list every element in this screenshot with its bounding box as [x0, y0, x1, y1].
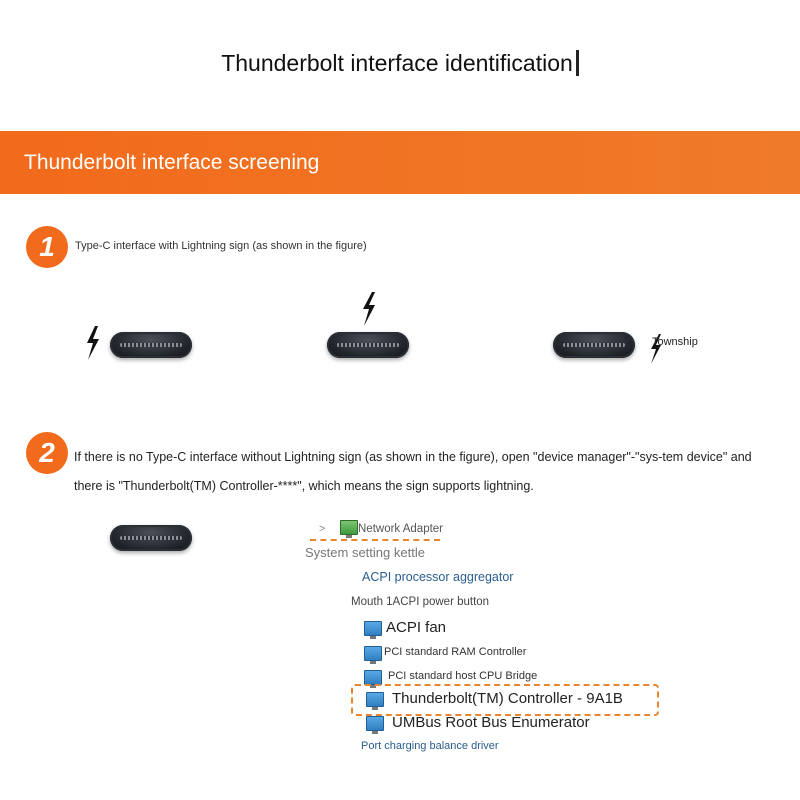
step-2-text: If there is no Type-C interface without Lightning sign (as shown in the figure), open "device manager"-"sys-tem device" and there is "Thunderbolt(TM) Controller-****", which means the sign supports lightning.	[74, 450, 752, 493]
lightning-bolt-icon	[84, 326, 102, 360]
chevron-right-icon[interactable]: >	[319, 523, 326, 535]
step-1-badge: 1	[26, 226, 68, 268]
title-cursor-bar	[576, 50, 579, 76]
device-icon	[364, 646, 382, 661]
highlight-underline	[310, 539, 440, 541]
dm-item-pci-host-bridge[interactable]: PCI standard host CPU Bridge	[388, 670, 538, 682]
device-icon	[364, 621, 382, 636]
dm-item-acpi-processor[interactable]: ACPI processor aggregator	[362, 570, 514, 584]
usb-c-port-3	[553, 332, 635, 358]
step-1-text: Type-C interface with Lightning sign (as shown in the figure)	[75, 240, 367, 252]
dm-item-acpi-fan[interactable]: ACPI fan	[386, 619, 447, 636]
dm-item-network-adapter[interactable]: Network Adapter	[358, 523, 444, 535]
dm-item-port-charging[interactable]: Port charging balance driver	[361, 740, 499, 752]
page-title	[0, 50, 800, 77]
usb-c-port-plain	[110, 525, 192, 551]
page-title-text: Thunderbolt interface identification	[221, 50, 573, 76]
device-icon	[366, 716, 384, 731]
section-banner	[0, 131, 800, 194]
device-icon	[364, 670, 382, 685]
usb-c-port-1	[110, 332, 192, 358]
step-2-badge: 2	[26, 432, 68, 474]
dm-item-umbus-enumerator[interactable]: UMBus Root Bus Enumerator	[392, 714, 590, 731]
section-banner-label: Thunderbolt interface screening	[24, 151, 320, 174]
dm-item-system-setting[interactable]: System setting kettle	[305, 545, 425, 560]
dm-item-pci-ram[interactable]: PCI standard RAM Controller	[384, 646, 527, 658]
device-icon	[366, 692, 384, 707]
port-label: Township	[652, 336, 698, 348]
dm-item-acpi-power-button[interactable]: Mouth 1ACPI power button	[351, 596, 490, 608]
lightning-bolt-icon	[360, 292, 378, 326]
network-adapter-icon	[340, 520, 358, 535]
usb-c-port-2	[327, 332, 409, 358]
dm-item-thunderbolt-controller[interactable]: Thunderbolt(TM) Controller - 9A1B	[392, 690, 623, 707]
